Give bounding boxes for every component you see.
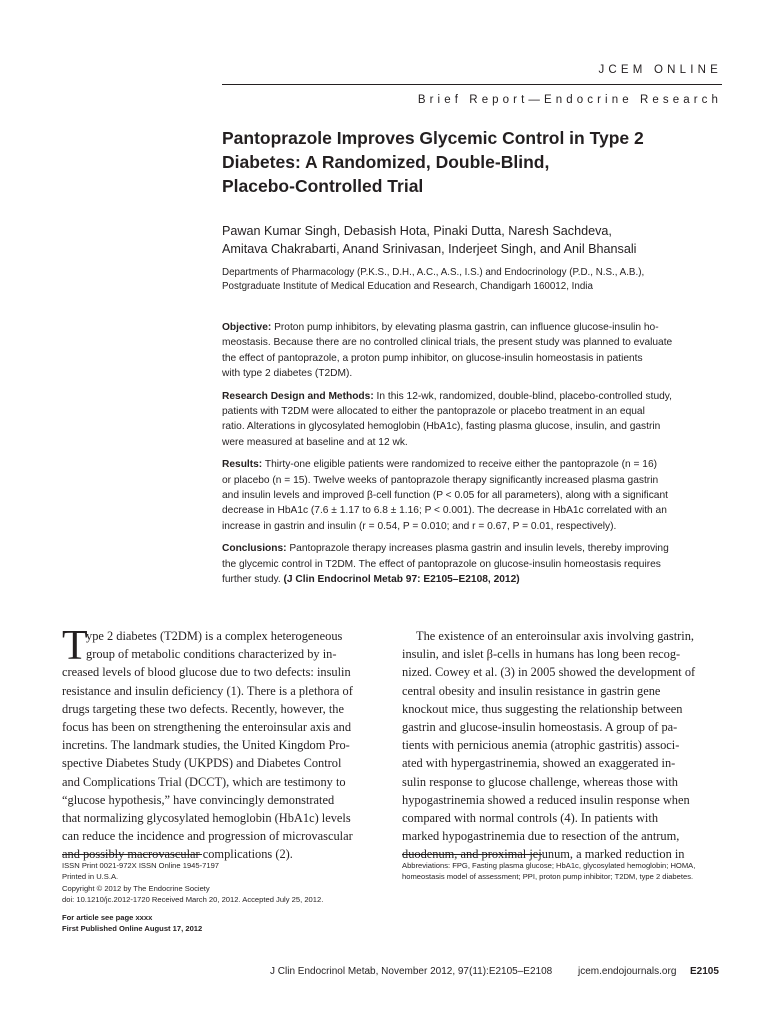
- body-line: knockout mice, thus suggesting the relationship between: [402, 701, 683, 716]
- body-line: ated with hypergastrinemia, showed an exaggerated in-: [402, 756, 676, 771]
- body-line: creased levels of blood glucose due to two defects: insulin: [62, 665, 351, 680]
- body-line: and Complications Trial (DCCT), which are testimony to: [62, 774, 346, 789]
- author-line: Pawan Kumar Singh, Debasish Hota, Pinaki Dutta, Naresh Sachdeva,: [222, 224, 612, 238]
- abstract-line: were measured at baseline and at 12 wk.: [222, 436, 408, 448]
- design-label: Research Design and Methods:: [222, 390, 374, 402]
- body-line: duodenum, and proximal jejunum, a marked reduction in: [402, 847, 685, 862]
- affiliation-line: Departments of Pharmacology (P.K.S., D.H., A.C., A.S., I.S.) and Endocrinology (P.D., N.S., A.B.),: [222, 267, 645, 278]
- abstract-objective: [222, 320, 722, 382]
- footnote-line: First Published Online August 17, 2012: [62, 924, 203, 934]
- abstract-line: [222, 457, 722, 472]
- title-line: Diabetes: A Randomized, Double-Blind,: [222, 152, 550, 172]
- abstract-line: [222, 389, 722, 404]
- body-line: “glucose hypothesis,” have convincingly demonstrated: [62, 792, 335, 807]
- body-line: nized. Cowey et al. (3) in 2005 showed the development of: [402, 665, 696, 680]
- abstract-line: [222, 320, 722, 335]
- abstract-line: the effect of pantoprazole, a proton pump inhibitor, on glucose-insulin homeostasis in patients: [222, 352, 643, 364]
- abstract-line: patients with T2DM were allocated to either the pantoprazole or placebo treatment in an equal: [222, 406, 645, 418]
- abstract-text: In this 12-wk, randomized, double-blind, placebo-controlled study,: [373, 390, 672, 402]
- body-column-right: [402, 627, 724, 864]
- abstract-line: or placebo (n = 15). Twelve weeks of pantoprazole therapy significantly increased plasma gastrin: [222, 474, 659, 486]
- footnote-line: For article see page xxxx: [62, 912, 153, 922]
- conclusions-label: Conclusions:: [222, 543, 287, 555]
- abstract-design: [222, 389, 722, 451]
- body-line: central obesity and insulin resistance in gastrin gene: [402, 683, 661, 698]
- affiliation-line: Postgraduate Institute of Medical Education and Research, Chandigarh 160012, India: [222, 281, 593, 292]
- body-line: and possibly macrovascular complications (2).: [62, 847, 293, 862]
- footnote-rule-right: [402, 854, 542, 855]
- affiliation: [222, 266, 722, 294]
- body-column-left: [62, 623, 384, 864]
- footnote-line: Abbreviations: FPG, Fasting plasma glucose; HbA1c, glycosylated hemoglobin; HOMA,: [402, 861, 696, 870]
- abstract-text: Proton pump inhibitors, by elevating plasma gastrin, can influence glucose-insulin ho-: [271, 322, 659, 333]
- abstract-line: decrease in HbA1c (7.6 ± 1.17 to 6.8 ± 1.16; P < 0.001). The decrease in HbA1c correlated with an: [222, 505, 667, 517]
- abstract-conclusions: [222, 541, 722, 587]
- abstract-line: the glycemic control in T2DM. The effect of pantoprazole on glucose-insulin homeostasis requires: [222, 558, 661, 570]
- body-line: hypogastrinemia showed a reduced insulin response when: [402, 792, 690, 807]
- body-line: ype 2 diabetes (T2DM) is a complex heterogeneous: [86, 629, 343, 643]
- header-rule: [222, 84, 722, 85]
- abstract-line: with type 2 diabetes (T2DM).: [222, 368, 353, 380]
- body-line: incretins. The landmark studies, the United Kingdom Pro-: [62, 738, 350, 753]
- footer-citation: J Clin Endocrinol Metab, November 2012, 97(11):E2105–E2108: [270, 966, 553, 977]
- body-line: gastrin and glucose-insulin homeostasis. A group of pa-: [402, 720, 678, 735]
- body-line: marked hypogastrinemia due to resection of the antrum,: [402, 829, 680, 844]
- abstract-text: Thirty-one eligible patients were randomized to receive either the pantoprazole (n = 16): [262, 459, 658, 471]
- footnote-publication-info: [62, 860, 323, 934]
- body-line: drugs targeting these two defects. Recently, however, the: [62, 701, 344, 716]
- body-line: compared with normal controls (4). In patients with: [402, 811, 659, 826]
- results-label: Results:: [222, 459, 263, 471]
- objective-label: Objective:: [222, 322, 272, 333]
- body-line: insulin, and islet β-cells in humans has long been recog-: [402, 647, 681, 662]
- abstract: [222, 320, 722, 595]
- abstract-text: further study.: [222, 574, 284, 586]
- body-line: group of metabolic conditions characterized by in-: [86, 647, 337, 662]
- footnote-line: Printed in U.S.A.: [62, 872, 119, 882]
- author-line: Amitava Chakrabarti, Anand Srinivasan, Inderjeet Singh, and Anil Bhansali: [222, 242, 637, 256]
- journal-name: JCEM ONLINE: [598, 64, 722, 76]
- body-line: focus has been on strengthening the enteroinsular axis and: [62, 720, 352, 735]
- abstract-text: Pantoprazole therapy increases plasma gastrin and insulin levels, thereby improving: [286, 543, 669, 555]
- abstract-citation: (J Clin Endocrinol Metab 97: E2105–E2108, 2012): [283, 574, 520, 586]
- abstract-line: increase in gastrin and insulin (r = 0.54, P = 0.010; and r = 0.67, P = 0.01, respectively).: [222, 520, 617, 532]
- abstract-line: meostasis. Because there are no controlled clinical trials, the present study was planned to evaluate: [222, 337, 673, 349]
- article-title: [222, 126, 722, 198]
- body-line: that normalizing glycosylated hemoglobin (HbA1c) levels: [62, 811, 351, 826]
- title-line: Placebo-Controlled Trial: [222, 176, 424, 196]
- footnote-line: homeostasis model of assessment; PPI, proton pump inhibitor; T2DM, type 2 diabetes.: [402, 872, 694, 882]
- footnote-line: doi: 10.1210/jc.2012-1720 Received March 20, 2012. Accepted July 25, 2012.: [62, 895, 324, 905]
- body-line: can reduce the incidence and progression of microvascular: [62, 829, 353, 844]
- body-line: spective Diabetes Study (UKPDS) and Diabetes Control: [62, 756, 342, 771]
- abstract-line: ratio. Alterations in glycosylated hemoglobin (HbA1c), fasting plasma glucose, insulin, and gastrin: [222, 421, 661, 433]
- body-line: sulin response to glucose challenge, whereas those with: [402, 774, 678, 789]
- abstract-line: [222, 541, 722, 556]
- body-line: tients with pernicious anemia (atrophic gastritis) associ-: [402, 738, 680, 753]
- footnote-rule-left: [62, 854, 202, 855]
- section-label: Brief Report—Endocrine Research: [417, 94, 722, 106]
- dropcap: T: [62, 623, 88, 669]
- footnote-line: Copyright © 2012 by The Endocrine Society: [62, 883, 210, 893]
- body-line: resistance and insulin deficiency (1). There is a plethora of: [62, 683, 353, 698]
- page-number: E2105: [690, 966, 719, 977]
- abstract-results: [222, 457, 722, 534]
- abstract-line: and insulin levels and improved β-cell function (P < 0.05 for all parameters), along with a significant: [222, 490, 668, 502]
- body-line: The existence of an enteroinsular axis involving gastrin,: [416, 629, 695, 643]
- title-line: Pantoprazole Improves Glycemic Control in Type 2: [222, 128, 644, 148]
- abstract-line: [222, 572, 722, 587]
- author-list: [222, 222, 722, 258]
- footnote-line: ISSN Print 0021-972X ISSN Online 1945-7197: [62, 861, 220, 870]
- footnote-abbreviations: [402, 860, 724, 883]
- footer-url: jcem.endojournals.org: [578, 966, 677, 977]
